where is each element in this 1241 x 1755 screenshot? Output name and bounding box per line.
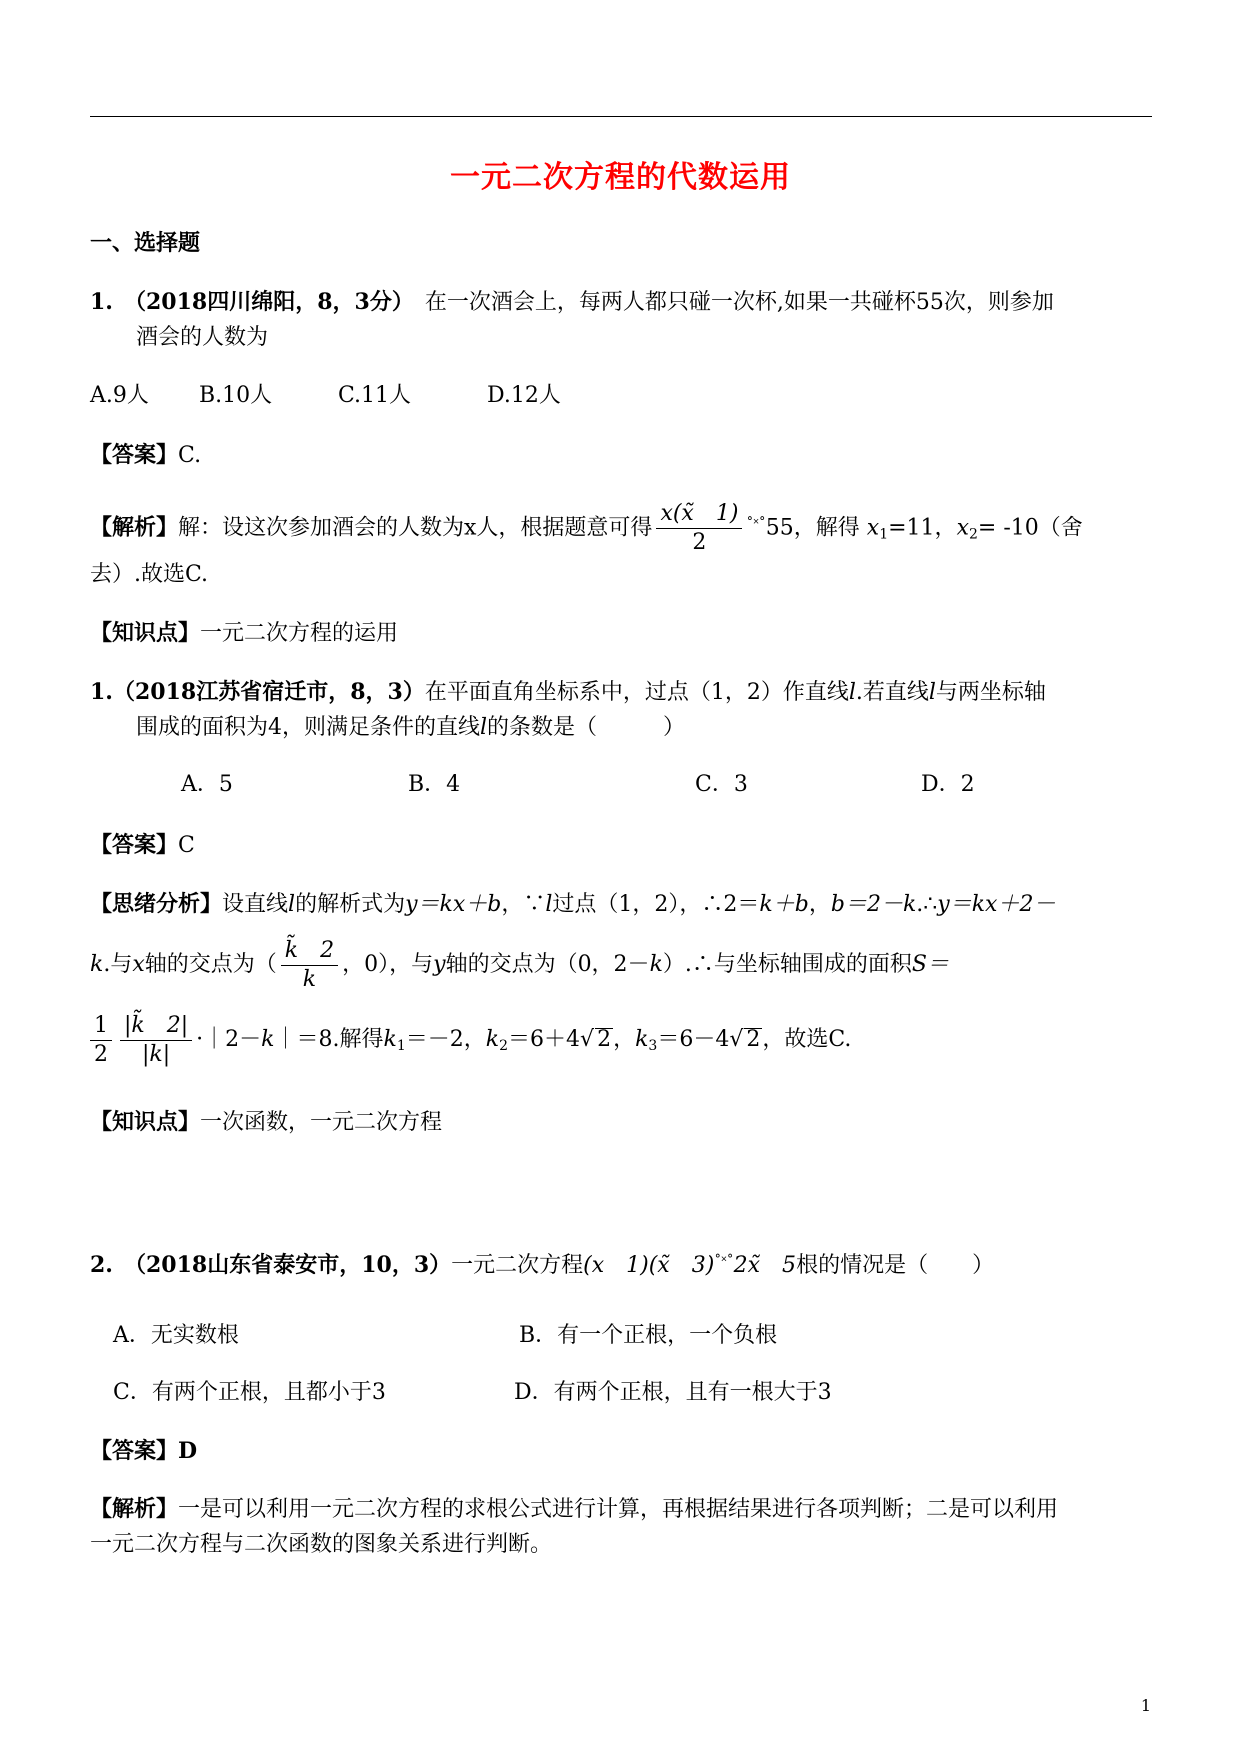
q1-text2: 酒会的人数为	[136, 325, 269, 350]
q1-analysis-text: 解：设这次参加酒会的人数为x人，根据题意可得	[178, 515, 653, 541]
q1b-t2h: k	[649, 952, 663, 977]
sqrt-sign: √	[580, 1027, 595, 1052]
q1b-option-a: A．5	[181, 772, 233, 797]
q1b-thinking-line2	[90, 935, 949, 995]
q1-analysis-line1	[90, 500, 1083, 557]
q1b-fraction-half	[90, 1012, 112, 1069]
q2-analysis-line1	[90, 1494, 1058, 1525]
q1b-t1d: 过点（1，2），∴2＝	[552, 892, 760, 917]
q1b-var-l: l	[848, 680, 856, 705]
q1-answer-label: 【答案】	[90, 442, 179, 468]
q1b-frac-den: k	[302, 966, 317, 992]
q1b-t2j: S＝	[911, 952, 949, 977]
q1-analysis-label: 【解析】	[90, 514, 179, 541]
sqrt-sign: √	[729, 1027, 744, 1052]
q2-answer-value: D	[178, 1438, 198, 1464]
q1-x1-val: =11，	[888, 515, 957, 541]
q1b-t2f: y	[433, 952, 446, 977]
q1-kp-label: 【知识点】	[90, 620, 201, 646]
q1b-var-l: l	[480, 715, 488, 740]
q1b-fraction-intercept	[281, 937, 338, 994]
q1b-t1l: l	[288, 892, 296, 917]
q1-option-d: D.12人	[487, 383, 561, 408]
q1b-label: 1.（2018江苏省宿迁市，8，3）	[90, 679, 425, 705]
q1b-sqrt-2b: 2	[746, 1027, 761, 1052]
q1b-abs-num: |k̃ 2|	[120, 1012, 192, 1041]
q1-analysis-line2: 去）.故选C.	[90, 562, 209, 587]
q1-answer-value: C.	[178, 443, 202, 468]
q1b-frac-num: k̃ 2	[281, 937, 338, 966]
q1b-text2a: 围成的面积为4，则满足条件的直线	[136, 715, 480, 740]
q1b-option-b: B．4	[408, 772, 461, 797]
q1-x2: x	[956, 515, 969, 541]
q1b-kp-text: 一次函数，一元二次方程	[200, 1110, 443, 1135]
q1-x2-val: = -10（舍	[977, 515, 1083, 541]
q2-line1	[90, 1247, 994, 1281]
q1b-k1-sub: 1	[396, 1038, 406, 1054]
q1b-t2e: ，0），与	[342, 952, 434, 977]
q1b-t2d: 轴的交点为（	[144, 952, 277, 977]
q1b-k2-end: ，	[613, 1027, 636, 1052]
q1b-text1: 在平面直角坐标系中，过点（1，2）作直线	[424, 680, 849, 705]
q1-option-a: A.9人	[90, 383, 149, 408]
q2-option-c: C．有两个正根，且都小于3	[113, 1380, 386, 1405]
q1b-k2: k	[485, 1027, 500, 1052]
q2-glitch: ˚˟˚	[714, 1254, 734, 1270]
q1b-answer-label: 【答案】	[90, 832, 179, 858]
q1b-line1	[90, 677, 1046, 708]
q2-equation: (x 1)(x̃ 3)	[583, 1253, 715, 1278]
q1b-t2b: .与	[103, 952, 133, 977]
q1b-sqrt-2: 2	[597, 1027, 612, 1052]
q1b-thinking-line1	[90, 889, 1055, 920]
q2-option-a: A．无实数根	[113, 1323, 239, 1348]
q2-answer	[90, 1436, 197, 1467]
q1b-k3-end: ，故选C.	[762, 1027, 852, 1052]
q1b-t3a: ·｜2－	[196, 1027, 262, 1052]
q1-label: 1. （2018四川绵阳，8，3分）	[90, 289, 403, 315]
q2-text1: 一元二次方程	[451, 1253, 584, 1278]
q2-text2: 根的情况是（ ）	[796, 1253, 995, 1278]
q1b-k3-val: ＝6－4	[657, 1027, 730, 1052]
q1b-knowledge	[90, 1107, 442, 1138]
q1b-k2-sub: 2	[499, 1038, 509, 1054]
q1b-t1h: .∴	[916, 892, 938, 917]
q1b-k1-val: ＝－2，	[405, 1027, 486, 1052]
q1b-half-den: 2	[94, 1041, 108, 1067]
q1b-t3b: ｜＝8.解得	[274, 1027, 384, 1052]
q1-frac-den: 2	[692, 530, 707, 555]
q2-option-b: B．有一个正根，一个负根	[519, 1323, 778, 1348]
q2-analysis-label: 【解析】	[90, 1496, 179, 1522]
page-title: 一元二次方程的代数运用	[450, 160, 791, 195]
q1-x1-sub: 1	[879, 526, 889, 543]
q1b-t1eq: y＝kx＋b	[405, 892, 502, 917]
q1-option-c: C.11人	[338, 383, 412, 408]
q1-frac-num: x(x̃ 1)	[656, 500, 742, 529]
q2-option-d: D．有两个正根，且有一根大于3	[514, 1380, 832, 1405]
q1b-text1b: .若直线	[855, 680, 929, 705]
q1b-var-l: l	[928, 680, 936, 705]
q1b-t1e: k＋b	[759, 892, 809, 917]
q1b-t2a: k	[90, 952, 104, 977]
q1b-t1c: ，∵	[501, 892, 546, 917]
q1-answer	[90, 440, 201, 471]
q1b-option-c: C．3	[695, 772, 748, 797]
q1b-k3-sub: 3	[648, 1038, 658, 1054]
q1b-t1b: 的解析式为	[295, 892, 406, 917]
q1b-k3: k	[635, 1027, 649, 1052]
q1b-abs-den: |k|	[142, 1041, 171, 1067]
q1-analysis-text-b: 55，解得	[765, 515, 860, 541]
q1b-t2g: 轴的交点为（0，2－	[445, 952, 650, 977]
q1-x1: x	[866, 515, 880, 541]
q1-x2-sub: 2	[968, 526, 978, 543]
q1-glitch: ˚˟˚	[746, 516, 766, 533]
q1-kp-text: 一元二次方程的运用	[200, 621, 399, 646]
q1b-half-num: 1	[90, 1012, 112, 1041]
page-number: 1	[1140, 1696, 1151, 1715]
q2-equation-rhs: 2x̃ 5	[733, 1253, 797, 1278]
header-rule	[90, 116, 1152, 117]
q2-answer-label: 【答案】	[90, 1438, 179, 1464]
q1b-t1g: b＝2－k	[830, 892, 917, 917]
q1b-t1l2: l	[545, 892, 553, 917]
q1b-k2-val: ＝6＋4	[508, 1027, 581, 1052]
q1b-option-d: D．2	[921, 772, 975, 797]
q1b-line2	[136, 713, 685, 743]
section-heading: 一、选择题	[90, 230, 201, 256]
q1b-kp-label: 【知识点】	[90, 1109, 201, 1135]
q1b-t1f: ，	[808, 892, 831, 917]
q1-knowledge	[90, 618, 398, 649]
q2-analysis-line2: 一元二次方程与二次函数的图象关系进行判断。	[90, 1532, 553, 1557]
q1b-text1c: 与两坐标轴	[935, 680, 1046, 705]
q1b-k1: k	[383, 1027, 397, 1052]
q1b-t3k: k	[261, 1027, 275, 1052]
q1b-t1: 设直线	[222, 892, 289, 917]
q1b-answer-value: C	[178, 833, 195, 858]
q1-fraction	[656, 500, 742, 557]
q1b-thinking-label: 【思绪分析】	[90, 891, 223, 917]
q1-line1	[90, 287, 1054, 318]
q1-text1: 在一次酒会上，每两人都只碰一次杯,如果一共碰杯55次，则参加	[402, 290, 1054, 315]
q1b-text2b: 的条数是（ ）	[487, 715, 686, 740]
q2-analysis-text: 一是可以利用一元二次方程的求根公式进行计算，再根据结果进行各项判断；二是可以利用	[178, 1497, 1059, 1522]
q2-label: 2. （2018山东省泰安市，10，3）	[90, 1252, 452, 1278]
q1b-t1i: y＝kx＋2－	[937, 892, 1056, 917]
q1-option-b: B.10人	[199, 383, 273, 408]
q1b-thinking-line3	[90, 1008, 851, 1078]
q1b-t2i: ）.∴与坐标轴围成的面积	[662, 952, 912, 977]
q1b-fraction-abs	[120, 1012, 192, 1069]
q1b-answer	[90, 830, 195, 861]
q1b-t2c: x	[132, 952, 145, 977]
